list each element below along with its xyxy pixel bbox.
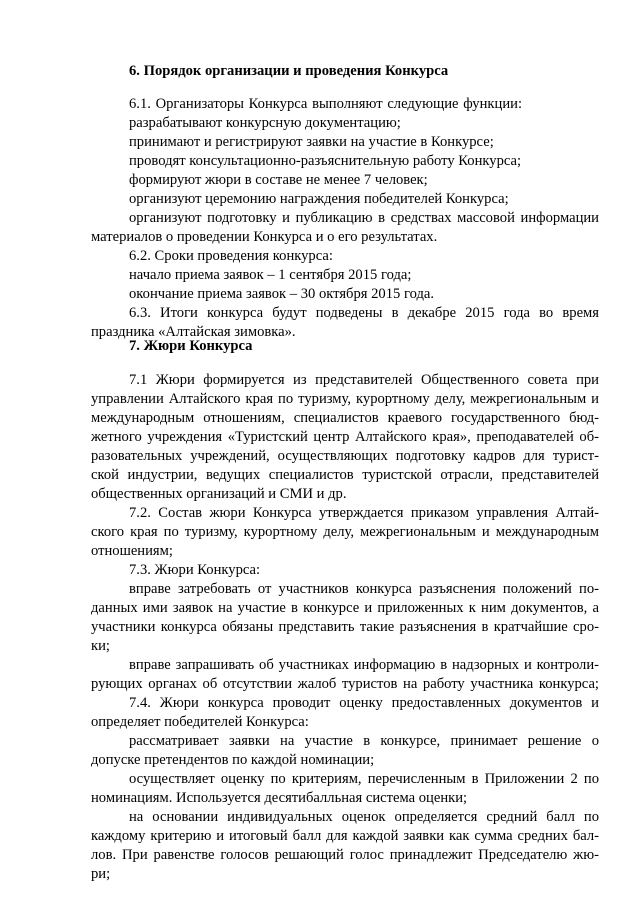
section-7-line: рующих органах об отсутствии жалоб туристов на работу участника конкурса; <box>91 676 599 692</box>
section-7-line: 7.4. Жюри конкурса проводит оценку предоставленных документов и <box>129 695 599 711</box>
section-7-line: управлении Алтайского края по туризму, курортному делу, межрегиональным и <box>91 391 599 407</box>
section-7-line: номинациям. Используется десятибалльная система оценки; <box>91 790 468 806</box>
section-6-line: 6.1. Организаторы Конкурса выполняют следующие функции: <box>129 96 522 112</box>
section-7-line: лов. При равенстве голосов решающий голос принадлежит Председателю жю- <box>91 847 599 863</box>
section-6-line: принимают и регистрируют заявки на участие в Конкурсе; <box>129 134 494 150</box>
section-7-line: рассматривает заявки на участие в конкурсе, принимает решение о <box>129 733 599 749</box>
section-7-line: 7.1 Жюри формируется из представителей Общественного совета при <box>129 372 599 388</box>
section-7-line: 7.3. Жюри Конкурса: <box>129 562 261 578</box>
section-6-line: 6.2. Сроки проведения конкурса: <box>129 248 333 264</box>
section-7-line: определяет победителей Конкурса: <box>91 714 309 730</box>
section-7-line: на основании индивидуальных оценок определяется средний балл по <box>129 809 599 825</box>
section-7-line: вправе затребовать от участников конкурса разъяснения положений по- <box>129 581 599 597</box>
section-7-line: каждому критерию и итоговый балл для каждой заявки как сумма средних бал- <box>91 828 599 844</box>
section-7-line: ри; <box>91 866 111 882</box>
section-7-line: ской индустрии, ведущих специалистов туристской отрасли, представителей <box>91 467 599 483</box>
section-7-line: жетного учреждения «Туристский центр Алтайского края», преподавателей об- <box>91 429 599 445</box>
section-7-line: международным отношениям, специалистов краевого государственного бюд- <box>91 410 599 426</box>
section-7-line: 7.2. Состав жюри Конкурса утверждается приказом управления Алтай- <box>129 505 599 521</box>
section-6-line: материалов о проведении Конкурса и о его результатах. <box>91 229 438 245</box>
section-7-line: отношениям; <box>91 543 173 559</box>
section-7-line: участники конкурса обязаны представить такие разъяснения в кратчайшие сро- <box>91 619 599 635</box>
section-6-line: начало приема заявок – 1 сентября 2015 года; <box>129 267 412 283</box>
section-7-line: разовательных учреждений, осуществляющих подготовку кадров для турист- <box>91 448 599 464</box>
section-6-line: окончание приема заявок – 30 октября 2015 года. <box>129 286 434 302</box>
section-6-line: проводят консультационно-разъяснительную работу Конкурса; <box>129 153 522 169</box>
section-7-line: данных ими заявок на участие в конкурсе и приложенных к ним документов, а <box>91 600 599 616</box>
section-6-line: разрабатывают конкурсную документацию; <box>129 115 401 131</box>
section-7-line: ского края по туризму, курортному делу, межрегиональным и международным <box>91 524 599 540</box>
section-7-line: общественных организаций и СМИ и др. <box>91 486 347 502</box>
section-7-line: допуске претендентов по каждой номинации; <box>91 752 375 768</box>
section-6-line: организуют подготовку и публикацию в средствах массовой информации <box>129 210 599 226</box>
section-6-line: организуют церемонию награждения победителей Конкурса; <box>129 191 509 207</box>
section-7-line: вправе запрашивать об участниках информацию в надзорных и контроли- <box>129 657 599 673</box>
section-7-title: 7. Жюри Конкурса <box>129 338 253 354</box>
section-7-line: ки; <box>91 638 110 654</box>
section-6-line: формируют жюри в составе не менее 7 человек; <box>129 172 428 188</box>
section-7-line: осуществляет оценку по критериям, перечисленным в Приложении 2 по <box>129 771 599 787</box>
section-6-line: 6.3. Итоги конкурса будут подведены в декабре 2015 года во время <box>129 305 599 321</box>
section-6-line: праздника «Алтайская зимовка». <box>91 324 296 340</box>
section-6-title: 6. Порядок организации и проведения Конкурса <box>129 63 449 79</box>
